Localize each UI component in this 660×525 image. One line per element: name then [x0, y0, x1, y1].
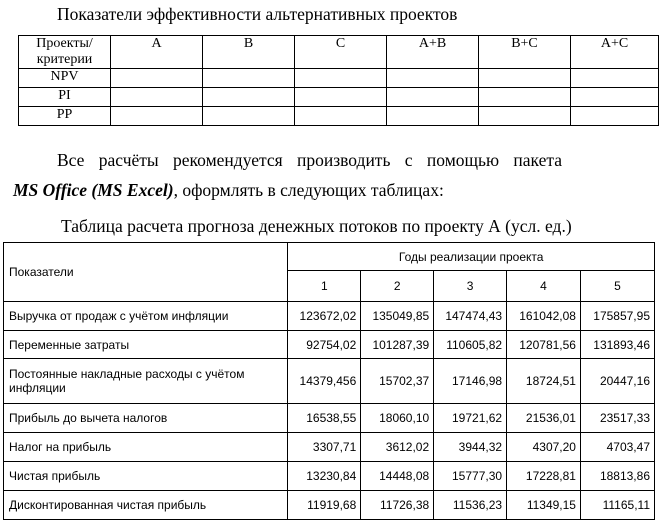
value-cell: 11726,38 [361, 491, 434, 520]
value-cell: 13230,84 [288, 462, 361, 491]
value-cell: 11349,15 [507, 491, 581, 520]
table1-col-header: A+B [387, 36, 479, 69]
value-cell: 4307,20 [507, 433, 581, 462]
paragraph-line-2 [13, 180, 444, 201]
year-header: 4 [507, 271, 581, 302]
table1-col-header: B+C [479, 36, 571, 69]
value-cell: 110605,82 [434, 331, 507, 359]
row-label: Прибыль до вычета налогов [4, 404, 288, 433]
table-row [4, 359, 655, 404]
value-cell: 3944,32 [434, 433, 507, 462]
value-cell: 11165,11 [580, 491, 654, 520]
corner-line-1: Проекты/ [36, 36, 93, 51]
row-label: Чистая прибыль [4, 462, 288, 491]
row-label: Выручка от продаж с учётом инфляции [4, 302, 288, 331]
value-cell: 3307,71 [288, 433, 361, 462]
value-cell: 131893,46 [580, 331, 654, 359]
value-cell: 16538,55 [288, 404, 361, 433]
table1-cell [387, 107, 479, 126]
table1-cell [295, 69, 387, 88]
table1-row-header: PP [19, 107, 111, 126]
corner-line-2: критерии [36, 52, 93, 67]
table1-col-header: B [203, 36, 295, 69]
table2-header-row [4, 243, 655, 271]
table-row [4, 302, 655, 331]
table1-col-header: C [295, 36, 387, 69]
table1-cell [295, 107, 387, 126]
table-row [4, 404, 655, 433]
value-cell: 18060,10 [361, 404, 434, 433]
paragraph-line-1: Все расчёты рекомендуется производить с помощью пакета [57, 150, 562, 170]
alternatives-efficiency-table [18, 35, 659, 126]
value-cell: 15702,37 [361, 359, 434, 404]
value-cell: 161042,08 [507, 302, 581, 331]
value-cell: 101287,39 [361, 331, 434, 359]
table-row [4, 462, 655, 491]
table1-cell [387, 69, 479, 88]
value-cell: 23517,33 [580, 404, 654, 433]
table1-cell [479, 107, 571, 126]
value-cell: 135049,85 [361, 302, 434, 331]
value-cell: 15777,30 [434, 462, 507, 491]
table1-cell [111, 69, 203, 88]
table1-cell [203, 88, 295, 107]
value-cell: 123672,02 [288, 302, 361, 331]
value-cell: 18813,86 [580, 462, 654, 491]
table1-cell [479, 69, 571, 88]
table1-cell [479, 88, 571, 107]
table1-row-header: NPV [19, 69, 111, 88]
value-cell: 19721,62 [434, 404, 507, 433]
row-label: Дисконтированная чистая прибыль [4, 491, 288, 520]
year-header: 1 [288, 271, 361, 302]
value-cell: 17146,98 [434, 359, 507, 404]
paragraph-line-2-rest: , оформлять в следующих таблицах: [173, 180, 444, 200]
table-row [4, 491, 655, 520]
table-row [4, 331, 655, 359]
table1-cell [111, 107, 203, 126]
table1-col-header: A [111, 36, 203, 69]
table1-cell [203, 69, 295, 88]
indicators-header: Показатели [4, 243, 288, 302]
value-cell: 147474,43 [434, 302, 507, 331]
value-cell: 18724,51 [507, 359, 581, 404]
table1-cell [387, 88, 479, 107]
year-header: 3 [434, 271, 507, 302]
table-row [4, 433, 655, 462]
year-header: 2 [361, 271, 434, 302]
value-cell: 92754,02 [288, 331, 361, 359]
table-row [19, 69, 659, 88]
table-row [19, 88, 659, 107]
value-cell: 20447,16 [580, 359, 654, 404]
row-label: Переменные затраты [4, 331, 288, 359]
table1-col-header: A+C [571, 36, 659, 69]
value-cell: 17228,81 [507, 462, 581, 491]
table1-row-header: PI [19, 88, 111, 107]
table1-cell [571, 107, 659, 126]
value-cell: 14379,456 [288, 359, 361, 404]
table-row [19, 107, 659, 126]
table1-cell [295, 88, 387, 107]
value-cell: 120781,56 [507, 331, 581, 359]
table2-title: Таблица расчета прогноза денежных потоков по проекту А (усл. ед.) [61, 216, 572, 236]
value-cell: 11536,23 [434, 491, 507, 520]
value-cell: 175857,95 [580, 302, 654, 331]
value-cell: 11919,68 [288, 491, 361, 520]
year-header: 5 [580, 271, 654, 302]
value-cell: 14448,08 [361, 462, 434, 491]
row-label: Постоянные накладные расходы с учётом инфляции [4, 359, 288, 404]
value-cell: 3612,02 [361, 433, 434, 462]
table1-cell [111, 88, 203, 107]
value-cell: 21536,01 [507, 404, 581, 433]
table1-cell [203, 107, 295, 126]
years-header: Годы реализации проекта [288, 243, 655, 271]
row-label: Налог на прибыль [4, 433, 288, 462]
table1-header-row [19, 36, 659, 69]
table1-title: Показатели эффективности альтернативных проектов [57, 4, 458, 24]
cash-flow-forecast-table [3, 242, 655, 520]
table1-cell [571, 69, 659, 88]
software-name: MS Office (MS Excel) [13, 180, 174, 200]
value-cell: 4703,47 [580, 433, 654, 462]
table1-corner-cell [19, 36, 111, 69]
table1-cell [571, 88, 659, 107]
